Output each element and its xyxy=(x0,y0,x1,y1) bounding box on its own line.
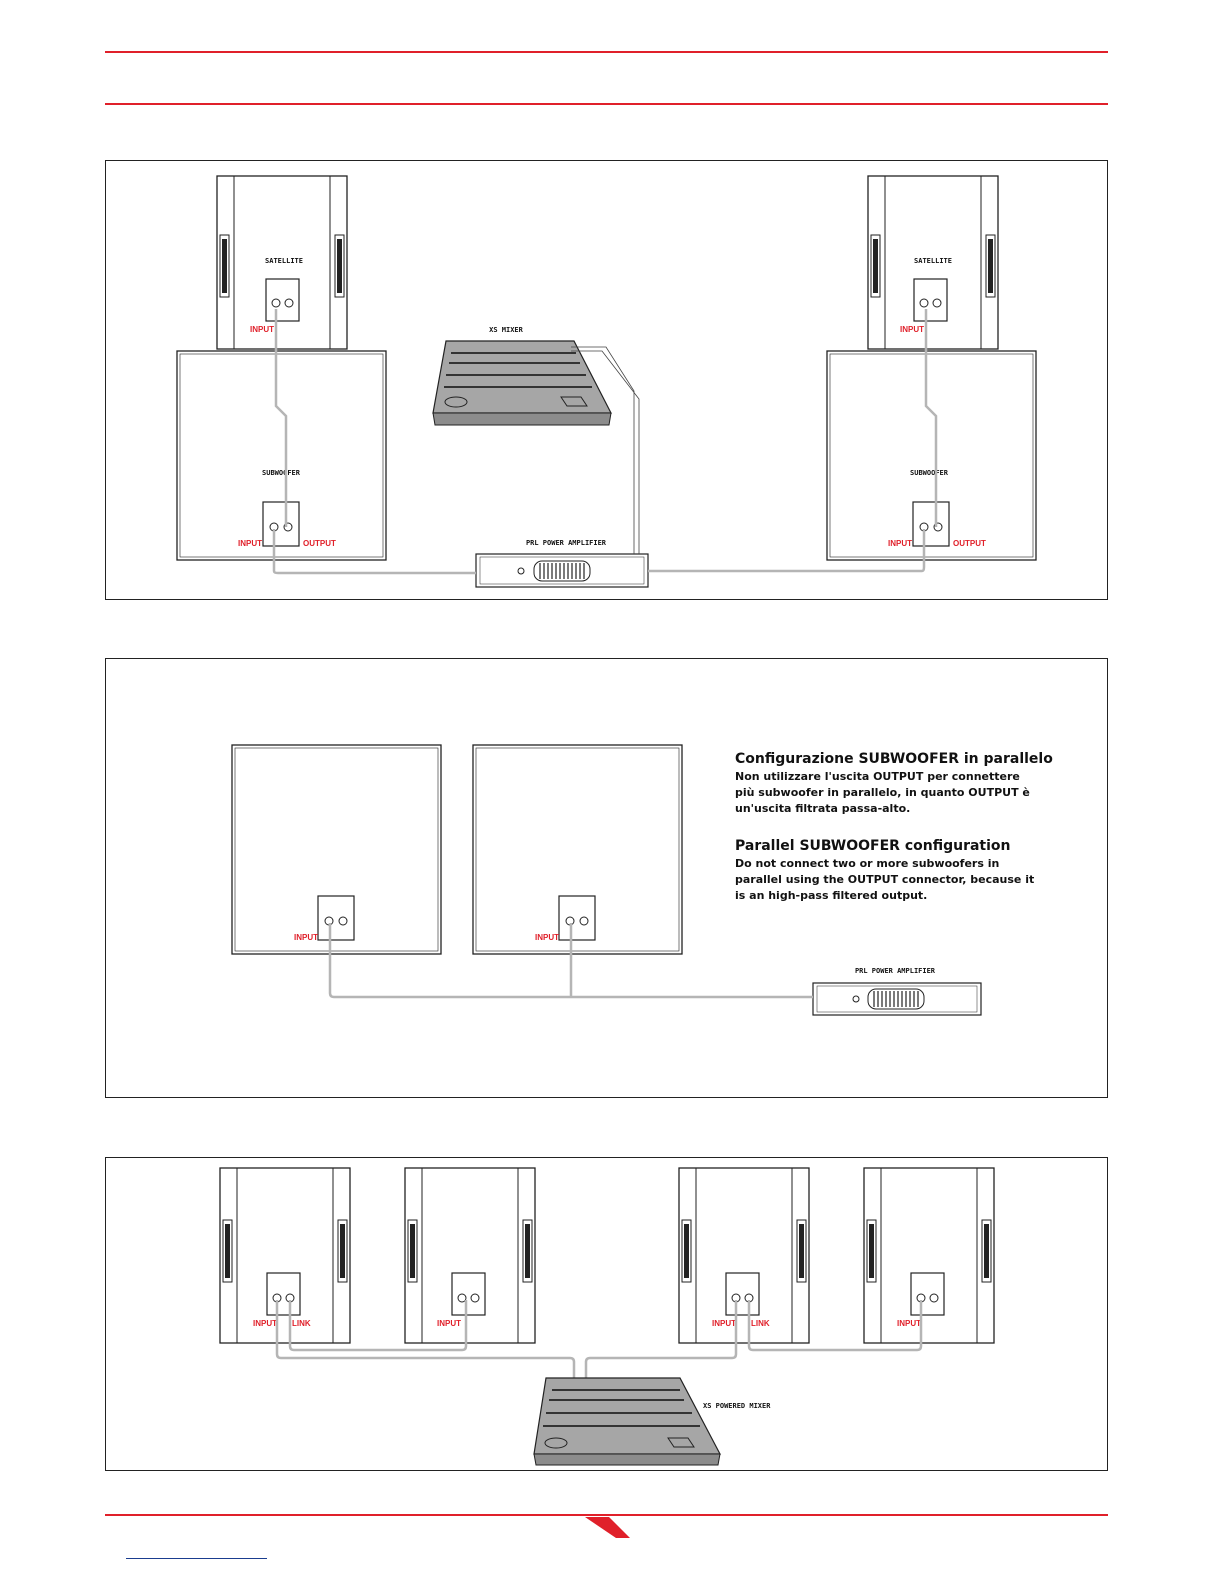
amplifier-2-label: PRL POWER AMPLIFIER xyxy=(854,967,936,975)
xs-mixer-label: XS MIXER xyxy=(489,326,523,334)
satellite-left-label: SATELLITE xyxy=(265,257,303,265)
panel-parallel-subwoofer xyxy=(105,658,1108,1098)
subwoofer-right-input: INPUT xyxy=(888,539,912,548)
subwoofer-a xyxy=(232,745,441,954)
panel3-cables xyxy=(277,1300,921,1380)
speaker-4 xyxy=(864,1168,994,1343)
note-italian-body: Non utilizzare l'uscita OUTPUT per connettere più subwoofer in parallelo, in quanto OUTPUT è un'uscita filtrata passa-alto. xyxy=(735,770,1030,815)
note-italian xyxy=(735,751,1053,817)
subwoofer-left-input: INPUT xyxy=(238,539,262,548)
satellite-left-input: INPUT xyxy=(250,325,274,334)
speaker-3 xyxy=(679,1168,809,1343)
panel1-diagram xyxy=(106,161,1107,599)
subwoofer-left-output: OUTPUT xyxy=(303,539,336,548)
panel-satellite-subwoofer xyxy=(105,160,1108,600)
speaker-2-input: INPUT xyxy=(437,1319,461,1328)
note-italian-title: Configurazione SUBWOOFER in parallelo xyxy=(735,751,1053,767)
speaker-1 xyxy=(220,1168,350,1343)
amplifier-label: PRL POWER AMPLIFIER xyxy=(525,539,607,547)
subwoofer-a-input: INPUT xyxy=(294,933,318,942)
speaker-2 xyxy=(405,1168,535,1343)
xs-powered-mixer-label: XS POWERED MIXER xyxy=(703,1402,771,1410)
speaker-3-input: INPUT xyxy=(712,1319,736,1328)
satellite-right xyxy=(868,176,998,349)
subwoofer-left xyxy=(177,351,386,560)
subwoofer-right-label: SUBWOOFER xyxy=(910,469,948,477)
satellite-right-input: INPUT xyxy=(900,325,924,334)
footer-rule xyxy=(105,1514,1108,1516)
prl-power-amplifier-2 xyxy=(813,967,981,1015)
speaker-4-input: INPUT xyxy=(897,1319,921,1328)
subwoofer-right xyxy=(827,351,1036,560)
speaker-1-link: LINK xyxy=(292,1319,311,1328)
satellite-left xyxy=(217,176,347,349)
header-rule-top xyxy=(105,51,1108,53)
note-english-title: Parallel SUBWOOFER configuration xyxy=(735,838,1011,854)
subwoofer-b xyxy=(473,745,682,954)
panel-powered-mixer-link xyxy=(105,1157,1108,1471)
speaker-1-input: INPUT xyxy=(253,1319,277,1328)
panel3-diagram xyxy=(106,1158,1107,1470)
prl-power-amplifier xyxy=(476,539,648,587)
subwoofer-b-input: INPUT xyxy=(535,933,559,942)
note-english-body: Do not connect two or more subwoofers in parallel using the OUTPUT connector, because it is an high-pass filtered output. xyxy=(735,857,1035,902)
header-rule-second xyxy=(105,103,1108,105)
satellite-right-label: SATELLITE xyxy=(914,257,952,265)
xs-mixer xyxy=(433,326,611,425)
subwoofer-left-label: SUBWOOFER xyxy=(262,469,300,477)
subwoofer-right-output: OUTPUT xyxy=(953,539,986,548)
bottom-underline xyxy=(126,1558,267,1559)
note-english xyxy=(735,838,1035,904)
speaker-3-link: LINK xyxy=(751,1319,770,1328)
page-corner-mark xyxy=(585,1517,631,1543)
xs-powered-mixer xyxy=(534,1378,771,1465)
